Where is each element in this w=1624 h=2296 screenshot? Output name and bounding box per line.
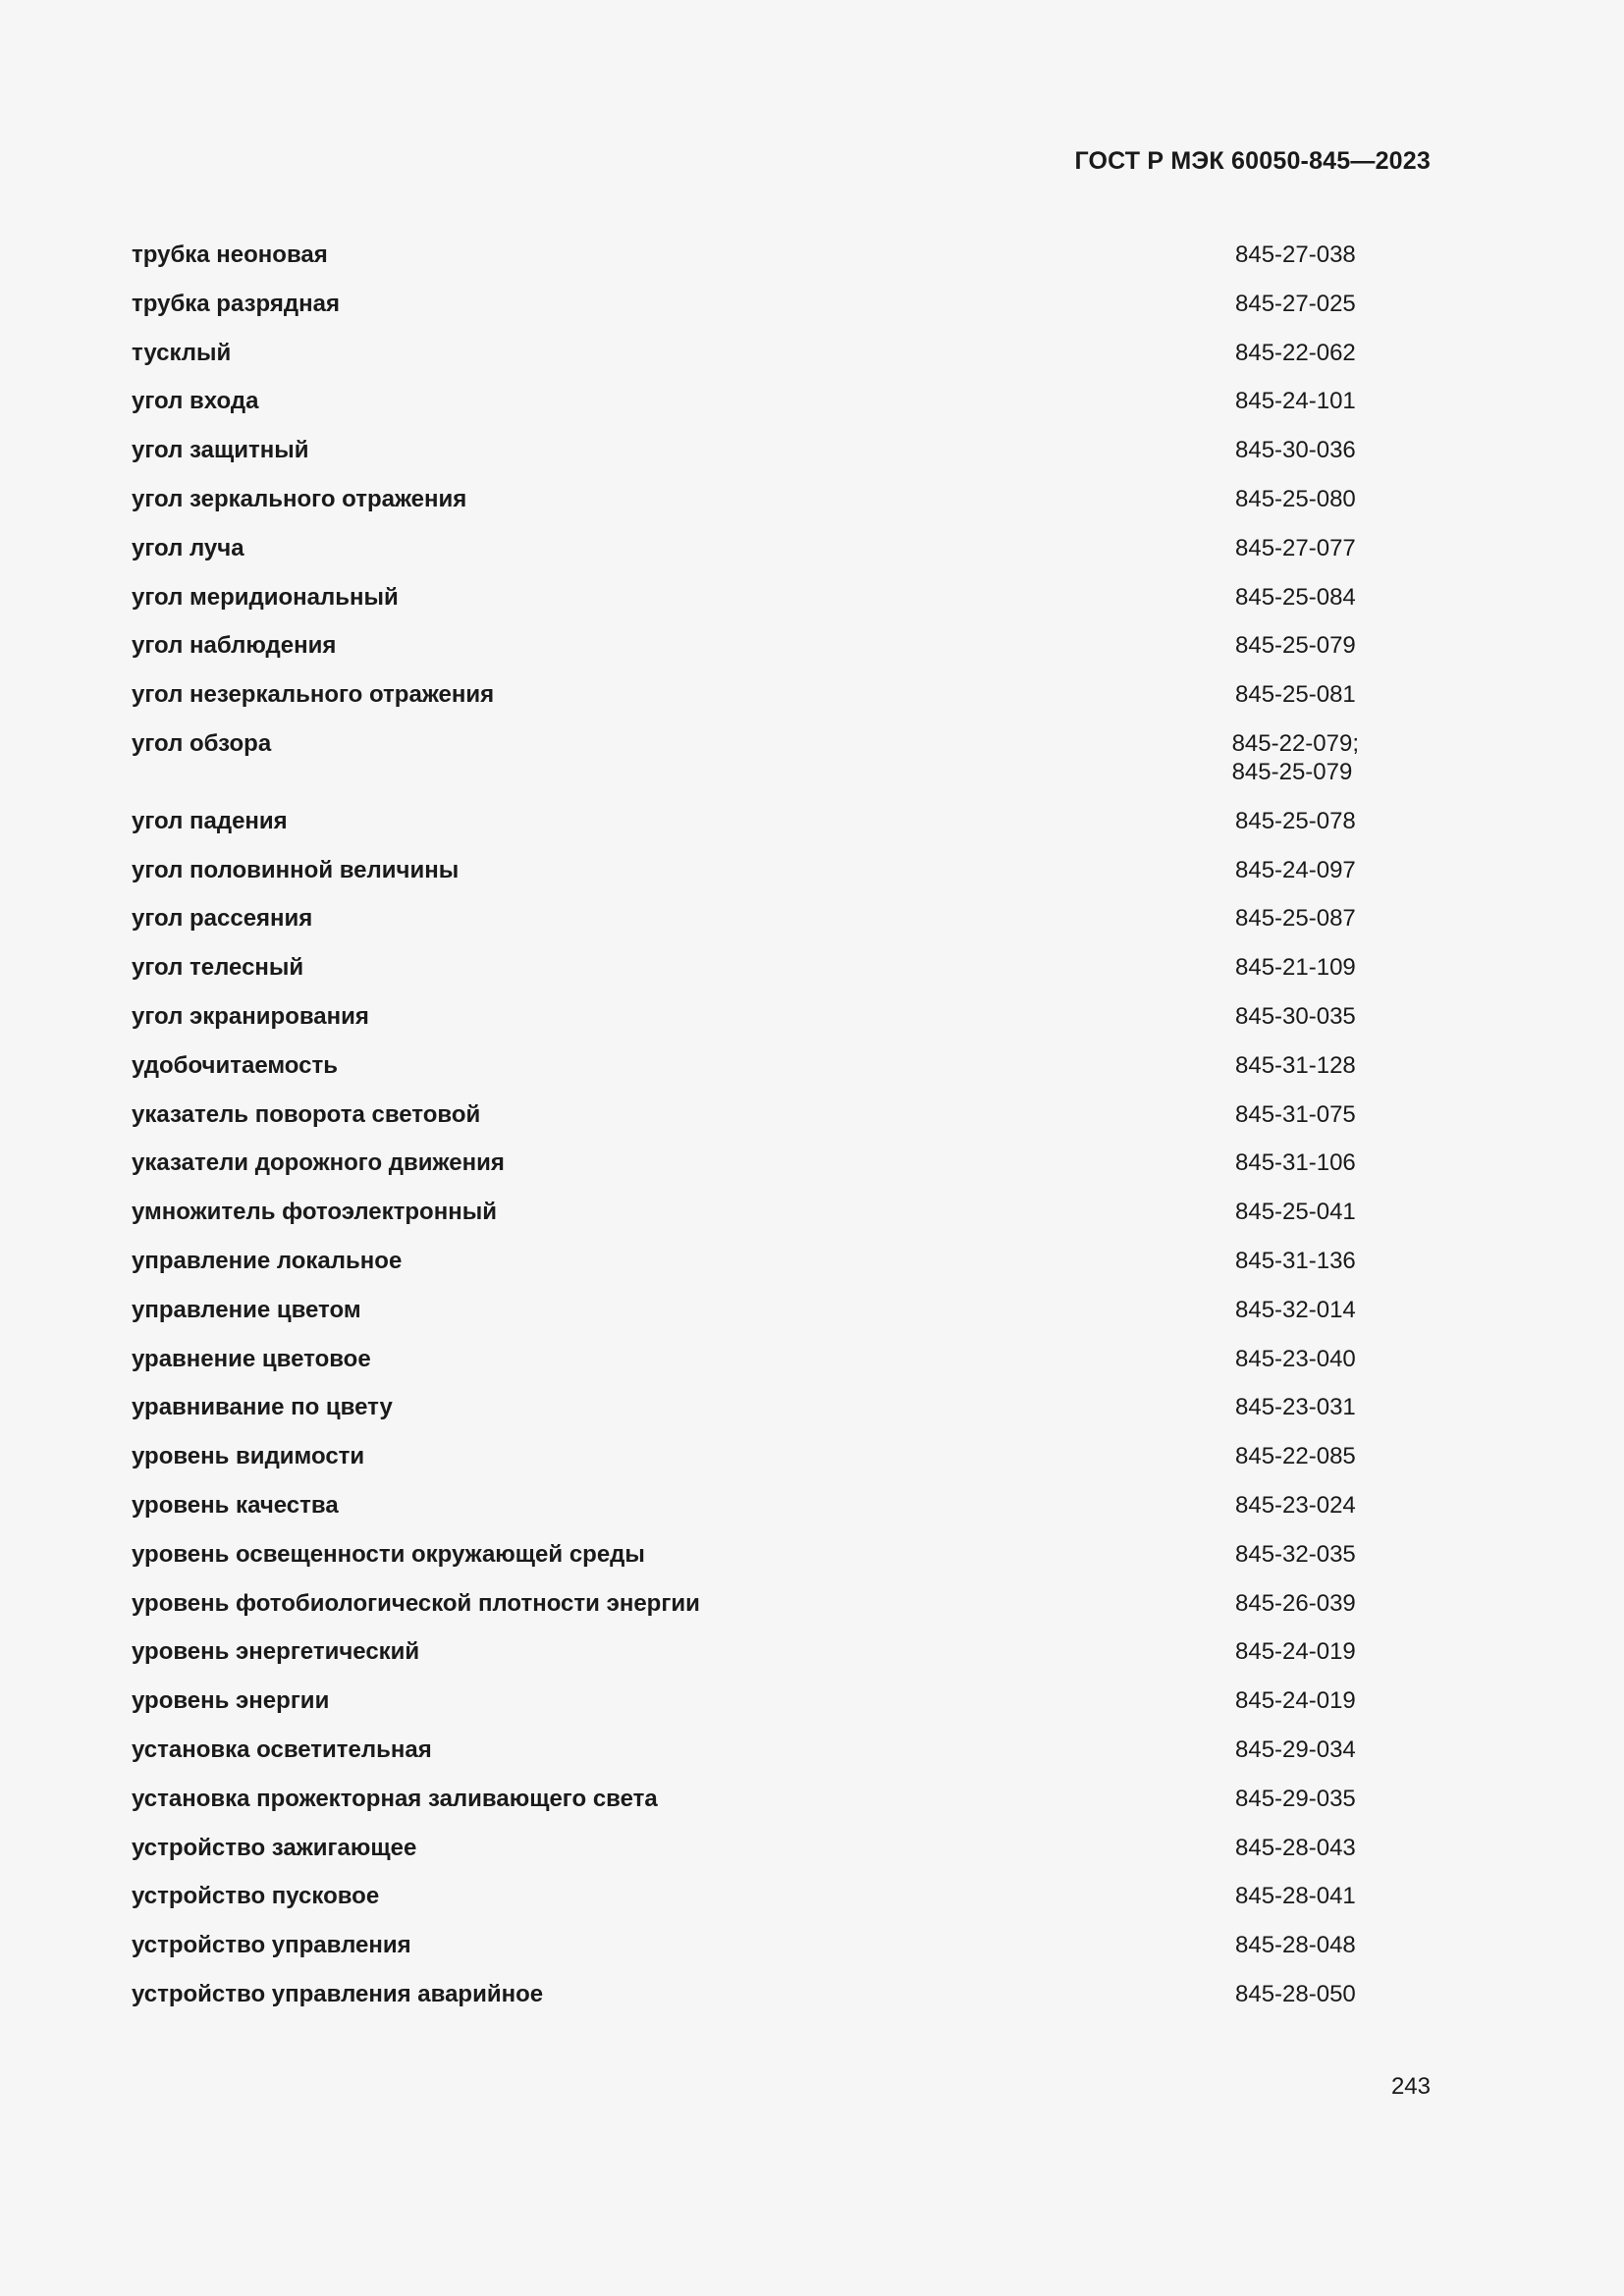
index-reference-group xyxy=(1235,1296,1356,1324)
index-term: угол защитный xyxy=(132,437,309,464)
index-entry xyxy=(132,1637,1359,1666)
page-number: 243 xyxy=(1390,2073,1431,2100)
index-reference-number: 845-28-048 xyxy=(1235,1932,1356,1959)
index-entry xyxy=(132,339,1359,367)
index-entry xyxy=(132,807,1359,835)
index-term: угол рассеяния xyxy=(132,905,313,933)
index-term: указатели дорожного движения xyxy=(132,1149,505,1177)
index-reference-number: 845-25-084 xyxy=(1235,583,1356,611)
index-reference-number: 845-31-128 xyxy=(1235,1051,1356,1079)
index-entry xyxy=(132,1393,1359,1421)
index-reference-number: 845-23-040 xyxy=(1235,1345,1356,1372)
document-header-title: ГОСТ Р МЭК 60050-845—2023 xyxy=(1074,147,1431,175)
index-entry xyxy=(132,1247,1359,1275)
index-reference-number: 845-29-035 xyxy=(1235,1785,1356,1812)
index-entry xyxy=(132,1589,1359,1618)
index-entry xyxy=(132,1540,1359,1569)
index-reference-group xyxy=(1235,1198,1356,1226)
index-entry xyxy=(132,583,1359,612)
index-term: установка прожекторная заливающего света xyxy=(132,1785,658,1812)
index-reference-group xyxy=(1235,904,1356,933)
index-entry xyxy=(132,680,1359,709)
index-entry xyxy=(132,904,1359,933)
index-term: устройство управления xyxy=(132,1932,411,1959)
index-entry xyxy=(132,953,1359,982)
index-entry xyxy=(132,729,1359,786)
index-reference-number: 845-23-031 xyxy=(1235,1394,1356,1421)
index-term: уровень энергии xyxy=(132,1687,330,1715)
index-reference-group xyxy=(1235,436,1356,464)
index-term: трубка неоновая xyxy=(132,241,328,268)
index-term: угол телесный xyxy=(132,954,304,982)
index-reference-group xyxy=(1235,1148,1356,1177)
index-term: угол наблюдения xyxy=(132,632,337,660)
index-reference-number: 845-31-075 xyxy=(1235,1100,1356,1128)
index-reference-group xyxy=(1235,1051,1356,1080)
index-reference-group xyxy=(1235,485,1356,513)
index-reference-number: 845-26-039 xyxy=(1235,1589,1356,1617)
index-entry xyxy=(132,1785,1359,1813)
index-term: устройство пусковое xyxy=(132,1883,380,1910)
index-entry xyxy=(132,1686,1359,1715)
index-reference-group xyxy=(1235,583,1356,612)
index-entry xyxy=(132,240,1359,269)
index-term: угол меридиональный xyxy=(132,583,399,611)
index-term: управление локальное xyxy=(132,1247,403,1274)
index-reference-group xyxy=(1235,1834,1356,1862)
index-reference-group xyxy=(1235,1540,1356,1569)
index-reference-group xyxy=(1235,1247,1356,1275)
index-reference-group xyxy=(1235,1345,1356,1373)
index-term: указатель поворота световой xyxy=(132,1100,481,1128)
index-reference-group xyxy=(1235,1100,1356,1129)
index-reference-number: 845-32-035 xyxy=(1235,1540,1356,1568)
index-reference-group xyxy=(1232,729,1359,786)
index-reference-group xyxy=(1235,387,1356,415)
index-entry xyxy=(132,485,1359,513)
index-reference-group xyxy=(1235,631,1356,660)
index-reference-number: 845-30-035 xyxy=(1235,1002,1356,1030)
index-reference-number: 845-25-079 xyxy=(1235,632,1356,660)
index-reference-number: 845-22-079; xyxy=(1231,729,1359,757)
index-reference-number: 845-27-077 xyxy=(1235,534,1356,561)
index-term: уравнение цветовое xyxy=(132,1345,371,1372)
index-reference-number: 845-24-101 xyxy=(1235,388,1356,415)
index-entry xyxy=(132,631,1359,660)
index-term: уровень энергетический xyxy=(132,1638,420,1666)
index-term: управление цветом xyxy=(132,1296,361,1323)
index-reference-number: 845-22-085 xyxy=(1235,1443,1356,1470)
index-reference-number: 845-32-014 xyxy=(1235,1296,1356,1323)
index-reference-group xyxy=(1235,1491,1356,1520)
index-term: устройство зажигающее xyxy=(132,1834,417,1861)
index-entry xyxy=(132,856,1359,884)
index-term: трубка разрядная xyxy=(132,290,340,317)
index-reference-group xyxy=(1235,856,1356,884)
index-reference-number: 845-25-087 xyxy=(1235,905,1356,933)
index-entry xyxy=(132,1051,1359,1080)
index-reference-group xyxy=(1235,339,1356,367)
index-reference-group xyxy=(1235,953,1356,982)
index-reference-group xyxy=(1235,1882,1356,1910)
index-entry xyxy=(132,1198,1359,1226)
index-term: угол экранирования xyxy=(132,1002,369,1030)
index-term: угол падения xyxy=(132,807,288,834)
index-entry xyxy=(132,1834,1359,1862)
index-term: уровень фотобиологической плотности энергии xyxy=(132,1589,700,1617)
index-reference-group xyxy=(1235,807,1356,835)
index-entry xyxy=(132,1735,1359,1764)
index-entry xyxy=(132,1882,1359,1910)
index-entry xyxy=(132,1345,1359,1373)
index-reference-group xyxy=(1235,1589,1356,1618)
index-reference-number: 845-28-050 xyxy=(1235,1980,1356,2007)
index-reference-group xyxy=(1235,534,1356,562)
index-term: установка осветительная xyxy=(132,1735,432,1763)
index-term: угол луча xyxy=(132,534,244,561)
index-entry xyxy=(132,436,1359,464)
index-term: уровень освещенности окружающей среды xyxy=(132,1540,645,1568)
index-term: уровень качества xyxy=(132,1491,339,1519)
index-term: уравнивание по цвету xyxy=(132,1394,393,1421)
index-reference-group xyxy=(1235,290,1356,318)
index-reference-number: 845-24-019 xyxy=(1235,1638,1356,1666)
index-reference-group xyxy=(1235,1931,1356,1959)
index-reference-number: 845-28-043 xyxy=(1235,1834,1356,1861)
index-reference-number: 845-22-062 xyxy=(1235,339,1356,366)
index-reference-number: 845-27-025 xyxy=(1235,290,1356,317)
term-index-list xyxy=(132,240,1359,2029)
index-reference-number: 845-25-078 xyxy=(1235,807,1356,834)
index-reference-group xyxy=(1235,1980,1356,2008)
index-term: угол входа xyxy=(132,388,259,415)
index-reference-number: 845-25-081 xyxy=(1235,681,1356,709)
index-reference-number: 845-24-019 xyxy=(1235,1687,1356,1715)
index-reference-number: 845-31-136 xyxy=(1235,1247,1356,1274)
index-reference-number: 845-30-036 xyxy=(1235,437,1356,464)
index-reference-number: 845-21-109 xyxy=(1235,954,1356,982)
index-term: угол зеркального отражения xyxy=(132,485,467,512)
index-reference-number: 845-29-034 xyxy=(1235,1735,1356,1763)
index-term: уровень видимости xyxy=(132,1443,365,1470)
index-term: угол незеркального отражения xyxy=(132,681,495,709)
index-entry xyxy=(132,1980,1359,2008)
index-reference-number: 845-24-097 xyxy=(1235,856,1356,883)
index-entry xyxy=(132,1002,1359,1031)
index-entry xyxy=(132,1491,1359,1520)
index-reference-group xyxy=(1235,1393,1356,1421)
index-term: умножитель фотоэлектронный xyxy=(132,1199,497,1226)
index-entry xyxy=(132,1100,1359,1129)
index-reference-number: 845-27-038 xyxy=(1235,241,1356,268)
index-reference-number: 845-25-079 xyxy=(1231,758,1353,785)
index-entry xyxy=(132,1442,1359,1470)
index-entry xyxy=(132,534,1359,562)
index-entry xyxy=(132,1931,1359,1959)
index-reference-number: 845-23-024 xyxy=(1235,1491,1356,1519)
index-reference-number: 845-28-041 xyxy=(1235,1883,1356,1910)
index-reference-number: 845-31-106 xyxy=(1235,1149,1356,1177)
index-entry xyxy=(132,387,1359,415)
index-entry xyxy=(132,290,1359,318)
index-reference-number: 845-25-080 xyxy=(1235,485,1356,512)
index-reference-group xyxy=(1235,680,1356,709)
index-term: удобочитаемость xyxy=(132,1051,338,1079)
index-entry xyxy=(132,1296,1359,1324)
index-term: угол половинной величины xyxy=(132,856,460,883)
index-term: угол обзора xyxy=(132,729,272,757)
index-reference-group xyxy=(1235,1686,1356,1715)
index-reference-group xyxy=(1235,1637,1356,1666)
index-reference-number: 845-25-041 xyxy=(1235,1199,1356,1226)
index-reference-group xyxy=(1235,1442,1356,1470)
index-entry xyxy=(132,1148,1359,1177)
index-term: тусклый xyxy=(132,339,232,366)
index-reference-group xyxy=(1235,1735,1356,1764)
index-reference-group xyxy=(1235,1785,1356,1813)
index-term: устройство управления аварийное xyxy=(132,1980,544,2007)
index-reference-group xyxy=(1235,240,1356,269)
index-reference-group xyxy=(1235,1002,1356,1031)
